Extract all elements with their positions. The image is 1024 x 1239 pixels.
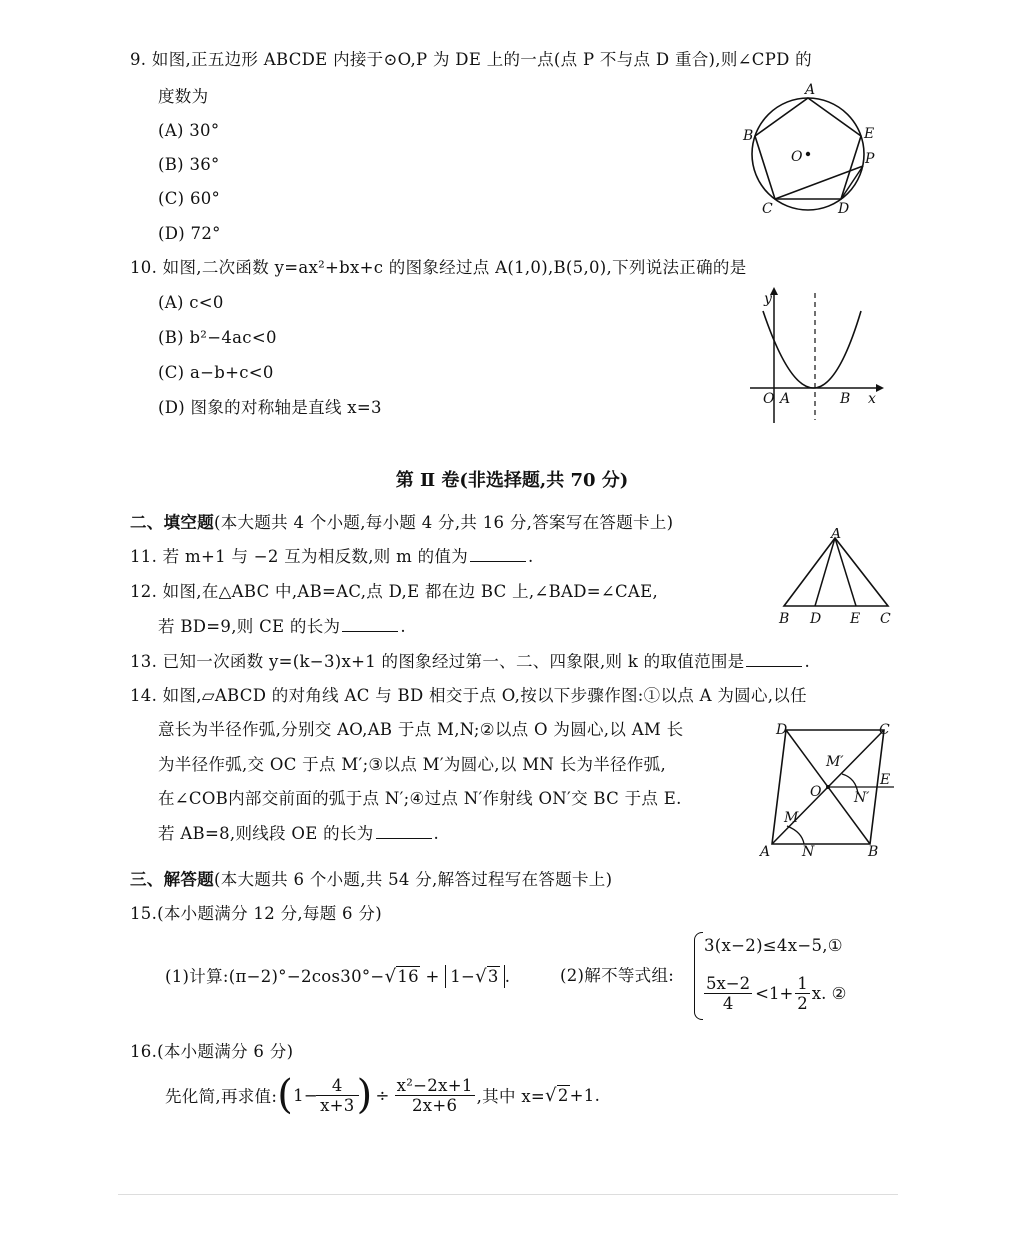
q11-text: 11. 若 m+1 与 −2 互为相反数,则 m 的值为 — [130, 547, 469, 566]
q14-label-n-prime: N′ — [854, 790, 870, 806]
q14-line2: 意长为半径作弧,分别交 AO,AB 于点 M,N;②以点 O 为圆心,以 AM 长 — [158, 720, 684, 739]
q10-label-y: y — [764, 291, 772, 307]
q16-lead: 先化简,再求值: — [165, 1087, 278, 1106]
q16-sqrt2: √2 — [545, 1084, 569, 1106]
q9-label-b: B — [743, 128, 754, 144]
q11-end: . — [528, 547, 534, 566]
q12-label-a: A — [831, 528, 842, 542]
q16-frac2-denominator: 2x+6 — [411, 1095, 458, 1115]
q13-end: . — [804, 652, 811, 671]
q14-line5 — [158, 824, 439, 844]
q12-line2 — [158, 617, 406, 637]
q15-inequality-1: 3(x−2)≤4x−5,① — [704, 936, 843, 955]
q11 — [130, 547, 534, 567]
q12-label-c: C — [880, 611, 891, 627]
q15-plus: + — [425, 967, 440, 986]
q16-left-paren: ( — [277, 1072, 294, 1118]
q13 — [130, 652, 810, 672]
q10-label-x: x — [868, 391, 876, 407]
q15-system-brace — [694, 932, 703, 1020]
q15-header: 15.(本小题满分 12 分,每题 6 分) — [130, 904, 382, 923]
q14-line5-text: 若 AB=8,则线段 OE 的长为 — [158, 824, 374, 843]
q10-line1: 10. 如图,二次函数 y=ax²+bx+c 的图象经过点 A(1,0),B(5,0),下列说法正确的是 — [130, 258, 747, 277]
q10-option-b: (B) b²−4ac<0 — [158, 328, 277, 347]
q10-label-b: B — [840, 391, 851, 407]
q10-option-c: (C) a−b+c<0 — [158, 363, 274, 382]
q12-label-b: B — [779, 611, 790, 627]
q14-label-m: M — [784, 810, 799, 826]
q14-line3: 为半径作弧,交 OC 于点 M′;③以点 M′为圆心,以 MN 长为半径作弧, — [158, 755, 667, 774]
q15-ineq2-end: x. ② — [811, 984, 847, 1003]
q9-label-c: C — [762, 201, 773, 217]
q15-half-denominator: 2 — [797, 994, 808, 1013]
q9-label-a: A — [805, 82, 816, 98]
q13-answer-blank[interactable] — [746, 652, 802, 667]
q13-text: 13. 已知一次函数 y=(k−3)x+1 的图象经过第一、二、四象限,则 k 的取值范围是 — [130, 652, 745, 671]
q10-parabola-figure — [748, 285, 888, 425]
q14-parallelogram-figure — [758, 718, 898, 863]
q14-line4: 在∠COB内部交前面的弧于点 N′;④过点 N′作射线 ON′交 BC 于点 E. — [158, 789, 682, 808]
section3-desc: (本大题共 6 个小题,共 54 分,解答过程写在答题卡上) — [214, 870, 613, 889]
q14-label-n: N — [802, 844, 815, 860]
q15-ineq2-mid: <1+ — [755, 984, 794, 1003]
q12-answer-blank[interactable] — [342, 617, 398, 632]
q10-option-a: (A) c<0 — [158, 293, 224, 312]
q16-tail-end: +1. — [569, 1085, 601, 1105]
q15-part1-label: (1)计算: — [165, 967, 229, 986]
q15-part2-label: (2)解不等式组: — [560, 966, 675, 985]
q15-sqrt16: √16 — [384, 966, 419, 987]
q15-ineq2-numerator: 5x−2 — [706, 974, 751, 993]
q16-frac1-denominator: x+3 — [320, 1095, 355, 1115]
bottom-divider — [118, 1194, 898, 1195]
q15-part1 — [165, 966, 510, 988]
q15-inequality-2 — [704, 974, 846, 1013]
q16-frac1-numerator: 4 — [316, 1076, 359, 1096]
q9-label-o: O — [791, 149, 803, 165]
q12-label-d: D — [810, 611, 822, 627]
q16-divide: ÷ — [375, 1085, 390, 1105]
section2-heading — [130, 513, 673, 533]
q9-label-d: D — [838, 201, 850, 217]
q14-end: . — [433, 824, 440, 843]
q12-label-e: E — [850, 611, 861, 627]
section3-label: 三、解答题 — [130, 870, 214, 889]
q9-line2: 度数为 — [158, 87, 209, 106]
q16-frac2-numerator: x²−2x+1 — [396, 1075, 473, 1095]
section2-desc: (本大题共 4 个小题,每小题 4 分,共 16 分,答案写在答题卡上) — [214, 513, 674, 532]
q9-label-p: P — [865, 151, 875, 167]
q9-option-d: (D) 72° — [158, 224, 221, 243]
q12-triangle-figure — [770, 528, 900, 628]
q9-pentagon-figure — [735, 80, 895, 220]
q16-right-paren: ) — [356, 1072, 373, 1118]
q12-line1: 12. 如图,在△ABC 中,AB=AC,点 D,E 都在边 BC 上,∠BAD=∠CAE, — [130, 582, 659, 601]
q9-line1: 9. 如图,正五边形 ABCDE 内接于⊙O,P 为 DE 上的一点(点 P 不与点 D 重合),则∠CPD 的 — [130, 50, 812, 69]
q14-label-c: C — [879, 722, 890, 738]
q14-line1: 14. 如图,▱ABCD 的对角线 AC 与 BD 相交于点 O,按以下步骤作图:①以点 A 为圆心,以任 — [130, 686, 807, 705]
q15-abs: 1−√3 — [445, 965, 505, 988]
q11-answer-blank[interactable] — [470, 547, 526, 562]
q15-part1-expr: (π−2)°−2cos30°− — [228, 967, 385, 986]
q16-header: 16.(本小题满分 6 分) — [130, 1042, 294, 1061]
q9-option-b: (B) 36° — [158, 155, 220, 174]
q10-label-o: O — [763, 391, 775, 407]
section3-heading — [130, 870, 612, 890]
q16-one-minus: 1− — [293, 1085, 319, 1105]
q15-half-numerator: 1 — [797, 974, 808, 993]
q12-line2-text: 若 BD=9,则 CE 的长为 — [158, 617, 341, 636]
q15-ineq2-denominator: 4 — [722, 994, 734, 1013]
q16-expression — [165, 1072, 601, 1118]
q9-option-a: (A) 30° — [158, 121, 220, 140]
q15-part1-end: . — [504, 967, 511, 986]
q14-label-e: E — [880, 772, 891, 788]
q16-tail: ,其中 x= — [476, 1087, 546, 1106]
q9-option-c: (C) 60° — [158, 189, 221, 208]
q14-label-d: D — [776, 722, 788, 738]
q14-label-b: B — [868, 844, 879, 860]
q9-label-e: E — [864, 126, 875, 142]
q10-label-a: A — [780, 391, 791, 407]
q14-label-o: O — [810, 784, 822, 800]
q14-label-a: A — [760, 844, 771, 860]
q12-end: . — [400, 617, 406, 636]
part2-title: 第 Ⅱ 卷(非选择题,共 70 分) — [395, 470, 629, 491]
q10-option-d: (D) 图象的对称轴是直线 x=3 — [158, 398, 382, 417]
section2-label: 二、填空题 — [130, 513, 214, 532]
q14-answer-blank[interactable] — [376, 824, 432, 839]
q14-label-m-prime: M′ — [826, 754, 844, 770]
